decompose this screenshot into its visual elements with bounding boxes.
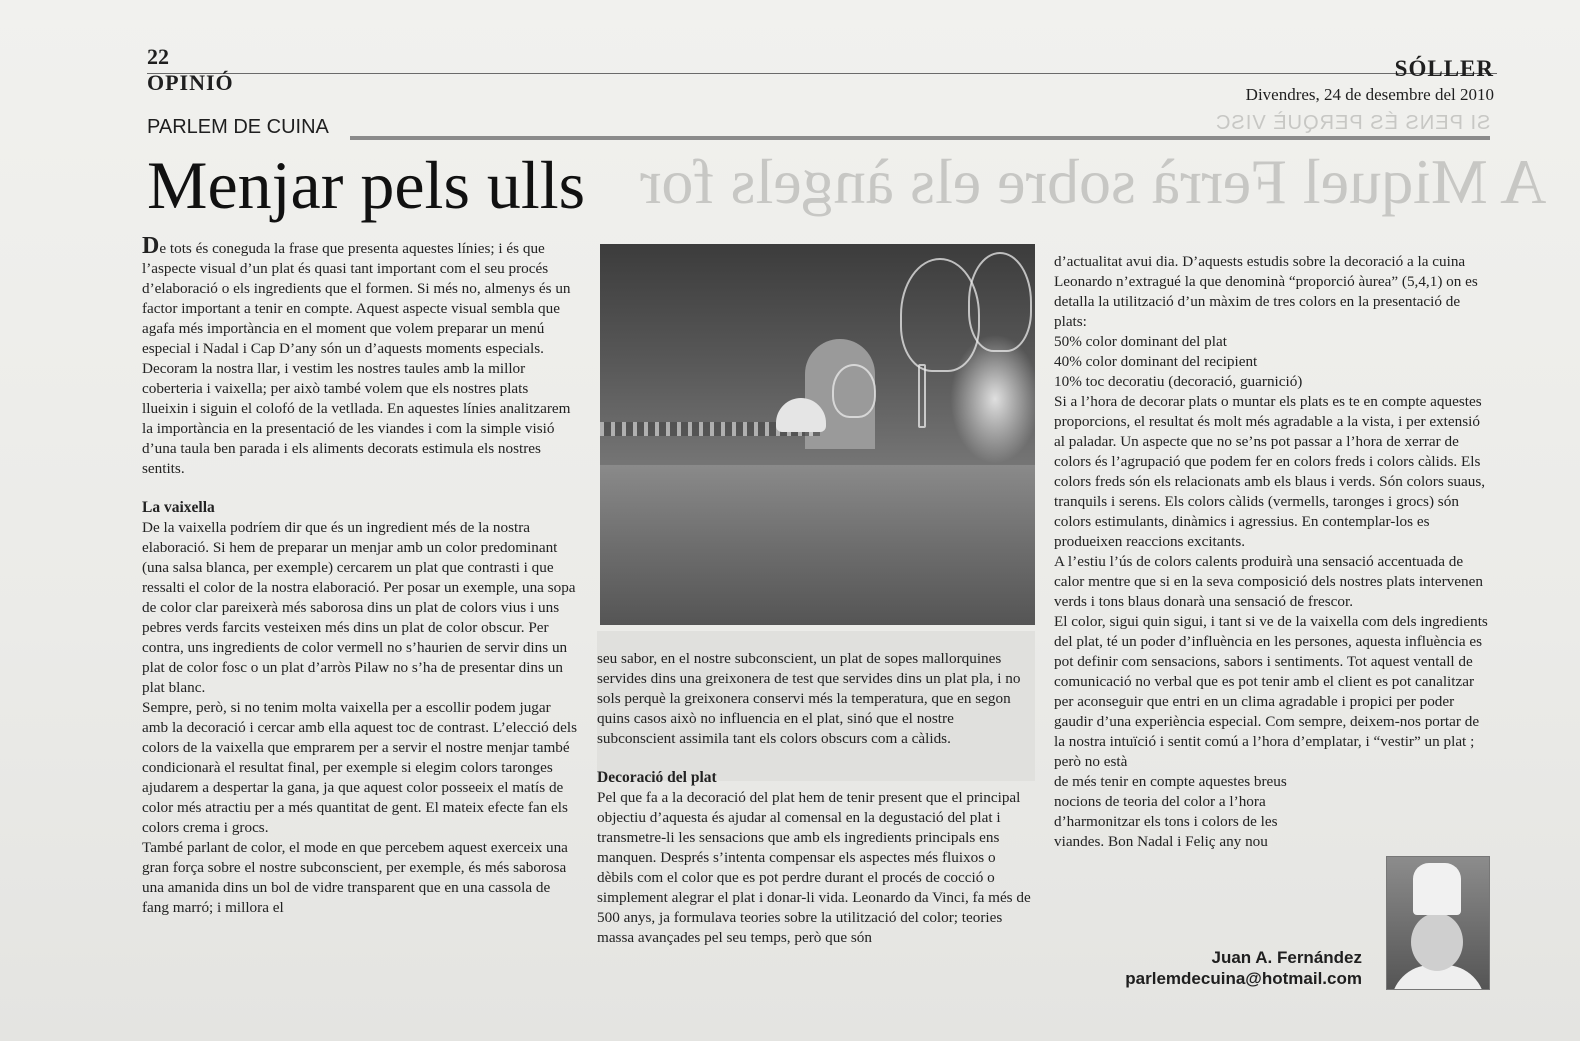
paragraph: De la vaixella podríem dir que és un ingredient més de la nostra elaboració. Si hem de preparar un menjar amb un color predominant (una salsa blanca, per exemple) cercarem un plat que contrasti i que ressalti el color de la nostra elaboració. Per posar un exemple, una sopa de color clar pareixerà més saborosa dins un plat de colors vius i uns pebres verds farcits vesteixen més dins un plat de color obscur. Per contra, uns ingredients de color vermell no s’haurien de servir dins un plat de color fosc o un plat d’arròs Pilaw no s’ha de presentar dins un plat blanc. [142,519,576,696]
subheading-decoracio: Decoració del plat [597,769,717,786]
page-number: 22 [147,44,169,69]
list-item: 10% toc decoratiu (decoració, guarnició) [1054,373,1303,390]
closing-line: nocions de teoria del color a l’hora [1054,793,1266,810]
paragraph: Sempre, però, si no tenim molta vaixella per a escollir podem jugar amb la decoració i cercar amb ella aquest toc de contrast. L’elecció dels colors de la vaixella que emprarem per a servir el nostre menjar també condicionarà el resultat final, per exemple si elegim colors taronges ajudarem a despertar la gana, ja que aquest color posseeix el matís de color més atractiu per a més quantitat de gent. El mateix efecte fan els colors crema i grocs. [142,699,578,836]
paragraph: A l’estiu l’ús de colors calents produirà una sensació accentuada de calor mentre que si en la seva composició dels nostres plats intervenen verds i tons blaus donarà una sensació de frescor. [1054,553,1483,610]
intro-paragraph [142,233,578,359]
closing-line: d’harmonitzar els tons i colors de les [1054,813,1278,830]
bleed-through-headline: A Miquel Ferrà sobre els àngels for [640,146,1547,217]
paragraph: El color, sigui quin sigui, i tant si ve de la vaixella com dels ingredients del plat, té un poder d’influència en les persones, aquesta influència es pot definir com sensacions, sabors i sentiments. Tot aquest ventall de comunicació no verbal que es pot tenir amb el client es pot canalitzar per aconseguir que entri en un clima agradable i propici per poder gaudir d’una experiència especial. Com sempre, deixem-nos portar de la nostra intuïció i sentit comú a l’hora d’emplatar, i “vestir” un plat ; però no està [1054,613,1488,770]
paragraph: d’actualitat avui dia. D’aquests estudis sobre la decoració a la cuina Leonardo n’extragué la que denominà “proporció àurea” (5,4,1) on es detalla la utilització d’un màxim de tres colors en la presentació de plats: [1054,253,1478,330]
headline: Menjar pels ulls [147,147,586,223]
author-photo [1386,856,1490,990]
paragraph: seu sabor, en el nostre subconscient, un plat de sopes mallorquines servides dins una greixonera de test que servides dins un plat pla, i no sols perquè la greixonera conservi més la temperatura, que en segon quins casos això no influencia en el plat, sinó que el nostre subconscient assimila tant els colors obscurs com a càlids. [597,650,1021,747]
list-item: 40% color dominant del recipient [1054,353,1258,370]
column-kicker: PARLEM DE CUINA [147,116,329,138]
drop-cap: D [142,233,160,259]
closing-line: viandes. Bon Nadal i Feliç any nou [1054,833,1268,850]
intro-text: e tots és coneguda la frase que presenta aquestes línies; i és que l’aspecte visual d’un plat és quasi tant important com el seu procés d’elaboració o els ingredients que el formen. Si més no, almenys és un factor important a tenir en compte. Aquest aspecte visual sembla que agafa més importància en el moment que volem preparar un menú especial i Nadal i Cap D’any són un d’aquests moments especials. [142,240,571,357]
article-column-2 [597,649,1033,948]
article-column-3 [1054,252,1490,852]
bleed-through-kicker: SI PENS ÉS PERQUÈ VISC [1215,112,1491,134]
paragraph: Decoram la nostra llar, i vestim les nostres taules amb la millor coberteria i vaixella; per això també volem que els nostres plats llueixin i siguin el colofó de la vetllada. En aquestes línies analitzarem la importància en la presentació de les viandes i com la simple visió d’una taula ben parada i els aliments decorats estimula els nostres sentits. [142,360,571,477]
issue-date: Divendres, 24 de desembre del 2010 [1245,85,1494,104]
author-byline [1125,947,1362,989]
kicker-rule [350,136,1490,140]
paragraph: Pel que fa a la decoració del plat hem de tenir present que el principal objectiu d’aquesta és ajudar al comensal en la degustació del plat i transmetre-li les sensacions que amb els ingredients principals ens manquen. Després s’intenta compensar els aspectes més fluixos o dèbils com el color que es pot perdre durant el procés de cocció o simplement alegrar el plat i donar-li vida. Leonardo da Vinci, fa més de 500 anys, ja formulava teories sobre la utilització del color; teories massa avançades pel seu temps, però que són [597,789,1031,946]
newspaper-name: SÓLLER [1394,56,1494,81]
article-column-1 [142,233,578,918]
list-item: 50% color dominant del plat [1054,333,1227,350]
paragraph: Si a l’hora de decorar plats o muntar els plats es te en compte aquestes proporcions, el resultat és molt més agradable a la vista, i per extensió al paladar. Un aspecte que no se’ns pot passar a l’hora de xerrar de colors és l’agrupació que podem fer en colors freds i colors càlids. Els colors freds són els relacionats amb els blaus i verds. Són colors suaus, tranquils i serens. Els colors càlids (vermells, taronges i grocs) són colors estimulants, dinàmics i agressius. En contemplar-los es produeixen reaccions excitants. [1054,393,1486,550]
subheading-vaixella: La vaixella [142,499,215,516]
author-email: parlemdecuina@hotmail.com [1125,969,1362,988]
header-rule [147,73,1497,74]
paragraph: També parlant de color, el mode en que percebem aquest exerceix una gran força sobre el nostre subconscient, per exemple, és més saborosa una amanida dins un bol de vidre transparent que en una cassola de fang marró; i millora el [142,839,568,916]
closing-line: de més tenir en compte aquestes breus [1054,773,1287,790]
table-setting-photo [600,244,1035,625]
section-name: OPINIÓ [147,70,234,95]
author-name: Juan A. Fernández [1211,948,1362,967]
